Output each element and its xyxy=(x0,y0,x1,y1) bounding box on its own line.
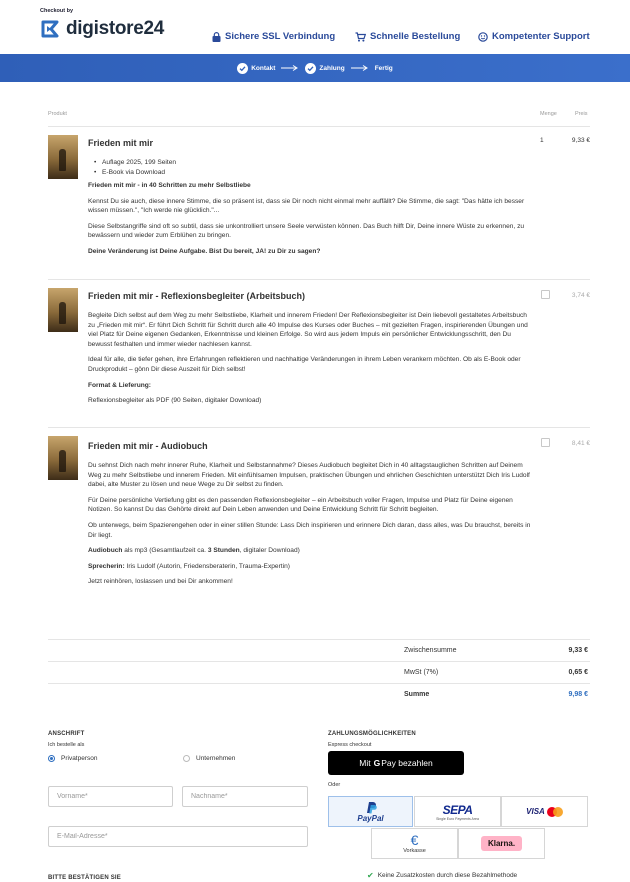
product-title: Frieden mit mir xyxy=(88,138,154,148)
smiley-icon xyxy=(478,32,488,42)
check-circle-icon xyxy=(305,63,316,74)
payment-option-prepayment[interactable] xyxy=(371,828,458,859)
subtotal-value: 9,33 € xyxy=(568,647,588,654)
checkout-steps xyxy=(0,54,630,82)
format-line: Audiobuch als mp3 (Gesamtlaufzeit ca. 3 Stunden, digitaler Download) xyxy=(88,547,300,555)
support-badge xyxy=(478,31,590,42)
payment-option-paypal[interactable] xyxy=(328,796,413,827)
euro-icon: € xyxy=(410,832,419,848)
radio-private[interactable] xyxy=(48,755,98,762)
format-heading: Format & Lieferung: xyxy=(88,381,152,389)
note-text: Keine Zusatzkosten durch diese Bezahlmethode xyxy=(377,872,518,879)
product-quantity: 1 xyxy=(540,137,544,144)
support-label: Kompetenter Support xyxy=(492,31,590,42)
sepa-subtitle: Single Euro Payments Area xyxy=(436,816,479,821)
subtotal-row xyxy=(48,639,590,661)
radio-label: Privatperson xyxy=(61,755,98,762)
step-done xyxy=(375,65,393,72)
description-paragraph: Ob unterwegs, beim Spazierengehen oder in einer stillen Stunde: Lass Dich inspirieren und erinnere Dich daran, dass alles, was Du brauchst, bereits in Dir liegt. xyxy=(88,521,531,539)
col-qty-header: Menge xyxy=(540,111,557,117)
visa-label: VISA xyxy=(526,807,545,816)
digistore-logo-icon xyxy=(40,18,62,40)
description-paragraph: Du sehnst Dich nach mehr innerer Ruhe, Klarheit und Selbstannahme? Dieses Audiobuch begleitet Dich in 40 alltagstauglichen Schritten auf Deinem Weg zu mehr Selbstliebe und innerem Frieden. Mit einfühlsamen Impulsen, praktischen Übungen und ehrlichen Geschichten unterstützt Dich Iris Ludolf dabei, alte Muster zu lösen und neue Wege zu Dir selbst zu finden. xyxy=(88,462,530,489)
lock-icon xyxy=(212,32,221,42)
product-cover-image xyxy=(48,436,78,480)
vat-row xyxy=(48,661,590,683)
step-label: Zahlung xyxy=(319,64,345,72)
product-title: Frieden mit mir - Audiobuch xyxy=(88,441,208,451)
description-paragraph: Kennst Du sie auch, diese innere Stimme, die so präsent ist, dass sie Dir noch nicht einmal mehr auffällt? Die Stimme, die sagt: "Das hätte ich besser wissen müssen.", "Ich werde nie glücklich."... xyxy=(88,197,525,215)
express-checkout-label: Express checkout xyxy=(328,742,372,748)
or-label: Oder xyxy=(328,782,341,788)
product-cover-image xyxy=(48,135,78,179)
description-paragraph: Jetzt reinhören, loslassen und bei Dir ankommen! xyxy=(88,578,233,586)
radio-unselected-icon xyxy=(183,755,190,762)
product-description xyxy=(88,461,534,593)
sepa-logo: SEPA xyxy=(442,802,473,817)
product-price: 3,74 € xyxy=(571,292,590,299)
add-workbook-checkbox[interactable] xyxy=(541,290,550,299)
ssl-badge xyxy=(212,31,335,42)
step-label: Fertig xyxy=(374,64,393,72)
arrow-right-icon xyxy=(351,65,369,71)
description-paragraph: Diese Selbstangriffe sind oft so subtil, dass sie unkontrolliert unsere Seele verwüsten können. Das Buch hilft Dir, Deine innere Wüste zu erkennen, zu bewässern und wieder zum Erblühen zu bringen. xyxy=(88,222,525,240)
digistore-logo[interactable] xyxy=(40,18,164,40)
product-price: 9,33 € xyxy=(571,137,590,144)
radio-selected-icon xyxy=(48,755,55,762)
payment-option-card[interactable] xyxy=(501,796,588,827)
radio-company[interactable] xyxy=(183,755,235,762)
google-pay-button[interactable]: Mit G Pay bezahlen xyxy=(328,751,464,775)
feature-item: • Auflage 2025, 199 Seiten xyxy=(88,158,534,168)
total-row xyxy=(48,683,590,705)
upsell-row-workbook xyxy=(48,279,590,429)
email-field[interactable] xyxy=(48,826,308,847)
product-description xyxy=(88,158,534,263)
prepayment-label: Vorkasse xyxy=(403,848,426,854)
paypal-icon xyxy=(365,801,377,814)
step-label: Kontakt xyxy=(251,64,276,72)
cart-icon xyxy=(355,32,366,42)
product-description xyxy=(88,311,534,412)
checkout-by-label: Checkout by xyxy=(40,8,74,14)
checkmark-icon: ✔ xyxy=(367,871,374,880)
product-features xyxy=(88,158,534,177)
last-name-field[interactable] xyxy=(182,786,308,807)
no-extra-cost-note xyxy=(367,871,517,880)
arrow-right-icon xyxy=(281,65,299,71)
description-paragraph: Reflexionsbegleiter als PDF (90 Seiten, digitaler Download) xyxy=(88,397,262,405)
fast-order-label: Schnelle Bestellung xyxy=(370,31,461,42)
step-contact xyxy=(237,63,275,74)
visa-mastercard-logo xyxy=(526,807,563,817)
mastercard-icon xyxy=(547,807,563,817)
klarna-logo: Klarna. xyxy=(481,836,522,851)
payment-option-sepa[interactable] xyxy=(414,796,501,827)
confirm-heading: BITTE BESTÄTIGEN SIE xyxy=(48,875,122,881)
order-as-label: Ich bestelle als xyxy=(48,742,85,748)
product-cover-image xyxy=(48,288,78,332)
address-heading: ANSCHRIFT xyxy=(48,731,85,737)
product-price: 8,41 € xyxy=(571,440,590,447)
header xyxy=(0,0,630,54)
description-paragraph: Ideal für alle, die tiefer gehen, ihre Erfahrungen reflektieren und nachhaltige Veränderungen in ihrem Leben verankern möchten. Ob als E-Book oder Druckprodukt – gönn Dir diese Auszeit für Dich selbst! xyxy=(88,356,521,373)
vat-label: MwSt (7%) xyxy=(404,669,439,676)
payment-heading: ZAHLUNGSMÖGLICHKEITEN xyxy=(328,731,416,737)
description-paragraph: Für Deine persönliche Vertiefung gibt es den passenden Reflexionsbegleiter – ein Arbeitsbuch voller Fragen, Impulse und Platz für Deine eigenen Notizen. So kannst Du das Gehörte direkt auf Dein Leben anwenden und Deine Entwicklung Schritt für Schritt begleiten. xyxy=(88,496,513,514)
feature-item: • E-Book via Download xyxy=(88,168,534,178)
total-label: Summe xyxy=(404,691,430,698)
first-name-field[interactable] xyxy=(48,786,173,807)
radio-label: Unternehmen xyxy=(196,755,236,762)
product-row-main xyxy=(48,126,590,281)
subtotal-label: Zwischensumme xyxy=(404,647,457,654)
logo-text: digistore24 xyxy=(66,18,165,39)
paypal-label: PayPal xyxy=(357,813,384,823)
upsell-row-audiobook xyxy=(48,427,590,633)
col-product-header: Produkt xyxy=(48,111,67,117)
product-subtitle: Frieden mit mir - in 40 Schritten zu mehr Selbstliebe xyxy=(88,182,251,189)
fast-order-badge xyxy=(355,31,460,42)
ssl-label: Sichere SSL Verbindung xyxy=(225,31,336,42)
step-payment xyxy=(305,63,344,74)
col-price-header: Preis xyxy=(575,111,588,117)
vat-value: 0,65 € xyxy=(568,669,588,676)
description-callout: Deine Veränderung ist Deine Aufgabe. Bist Du bereit, JA! zu Dir zu sagen? xyxy=(88,247,321,255)
add-audiobook-checkbox[interactable] xyxy=(541,438,550,447)
payment-option-klarna[interactable] xyxy=(458,828,545,859)
description-paragraph: Begleite Dich selbst auf dem Weg zu mehr Selbstliebe, Klarheit und innerem Frieden! Der Reflexionsbegleiter ist Dein liebevoll gestaltetes Arbeitsbuch zu „Frieden mit mir“. Er führt Dich Schritt für Schritt durch alle 40 Impulse des Kurses oder Buches – mit gezielten Fragen, inspirierenden Übungen und viel Platz für Deine eigenen Gedanken, Erkenntnisse und kleinen Erfolge. So wird aus jedem Impuls ein persönlicher Entwicklungsschritt, den Du bewusst festhalten und immer wieder nachlesen kannst. xyxy=(88,312,528,348)
google-g-icon: G xyxy=(373,758,381,768)
check-circle-icon xyxy=(237,63,248,74)
total-value: 9,98 € xyxy=(568,691,588,698)
speaker-line: Sprecherin: Iris Ludolf (Autorin, Friedensberaterin, Trauma-Expertin) xyxy=(88,562,290,570)
product-title: Frieden mit mir - Reflexionsbegleiter (Arbeitsbuch) xyxy=(88,291,306,301)
